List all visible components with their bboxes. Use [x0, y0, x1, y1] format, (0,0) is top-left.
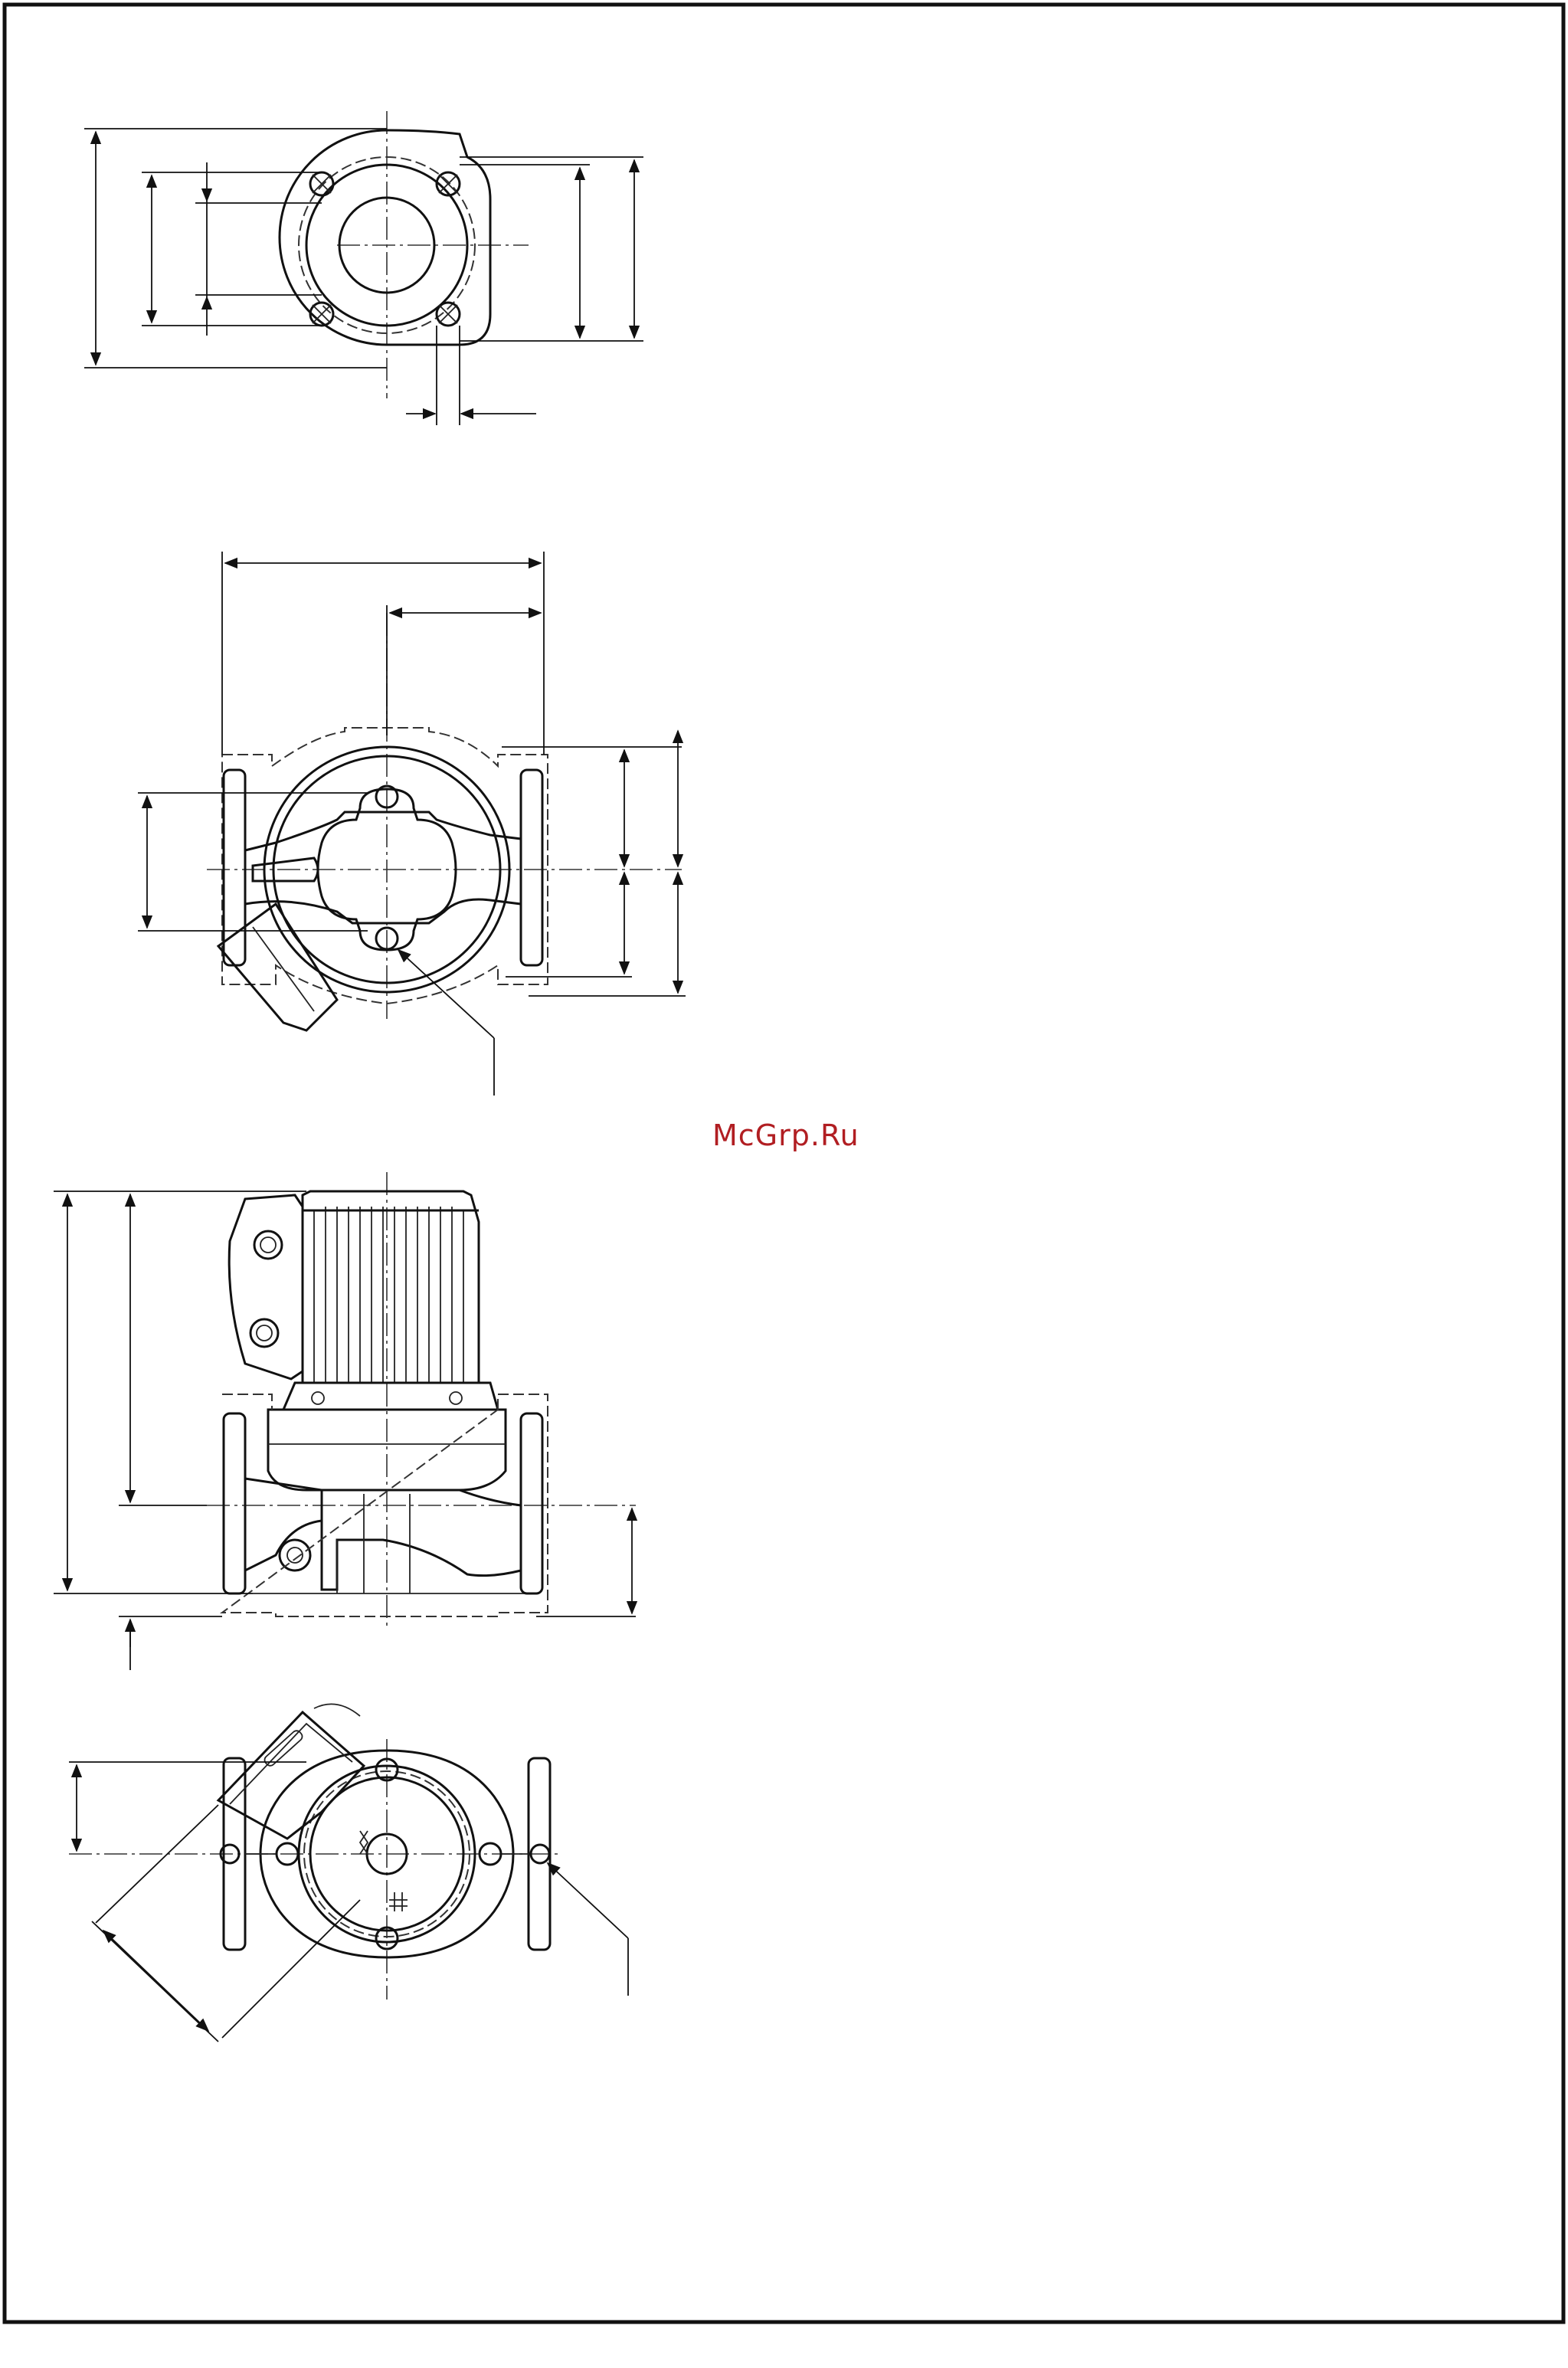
- side-elevation: [54, 1172, 636, 1670]
- drawing-frame: [5, 5, 1563, 2322]
- terminal-box-view: [69, 1704, 628, 2042]
- top-view: [138, 552, 686, 1096]
- flange-end-view: [84, 111, 643, 425]
- watermark-text: McGrp.Ru: [712, 1118, 859, 1152]
